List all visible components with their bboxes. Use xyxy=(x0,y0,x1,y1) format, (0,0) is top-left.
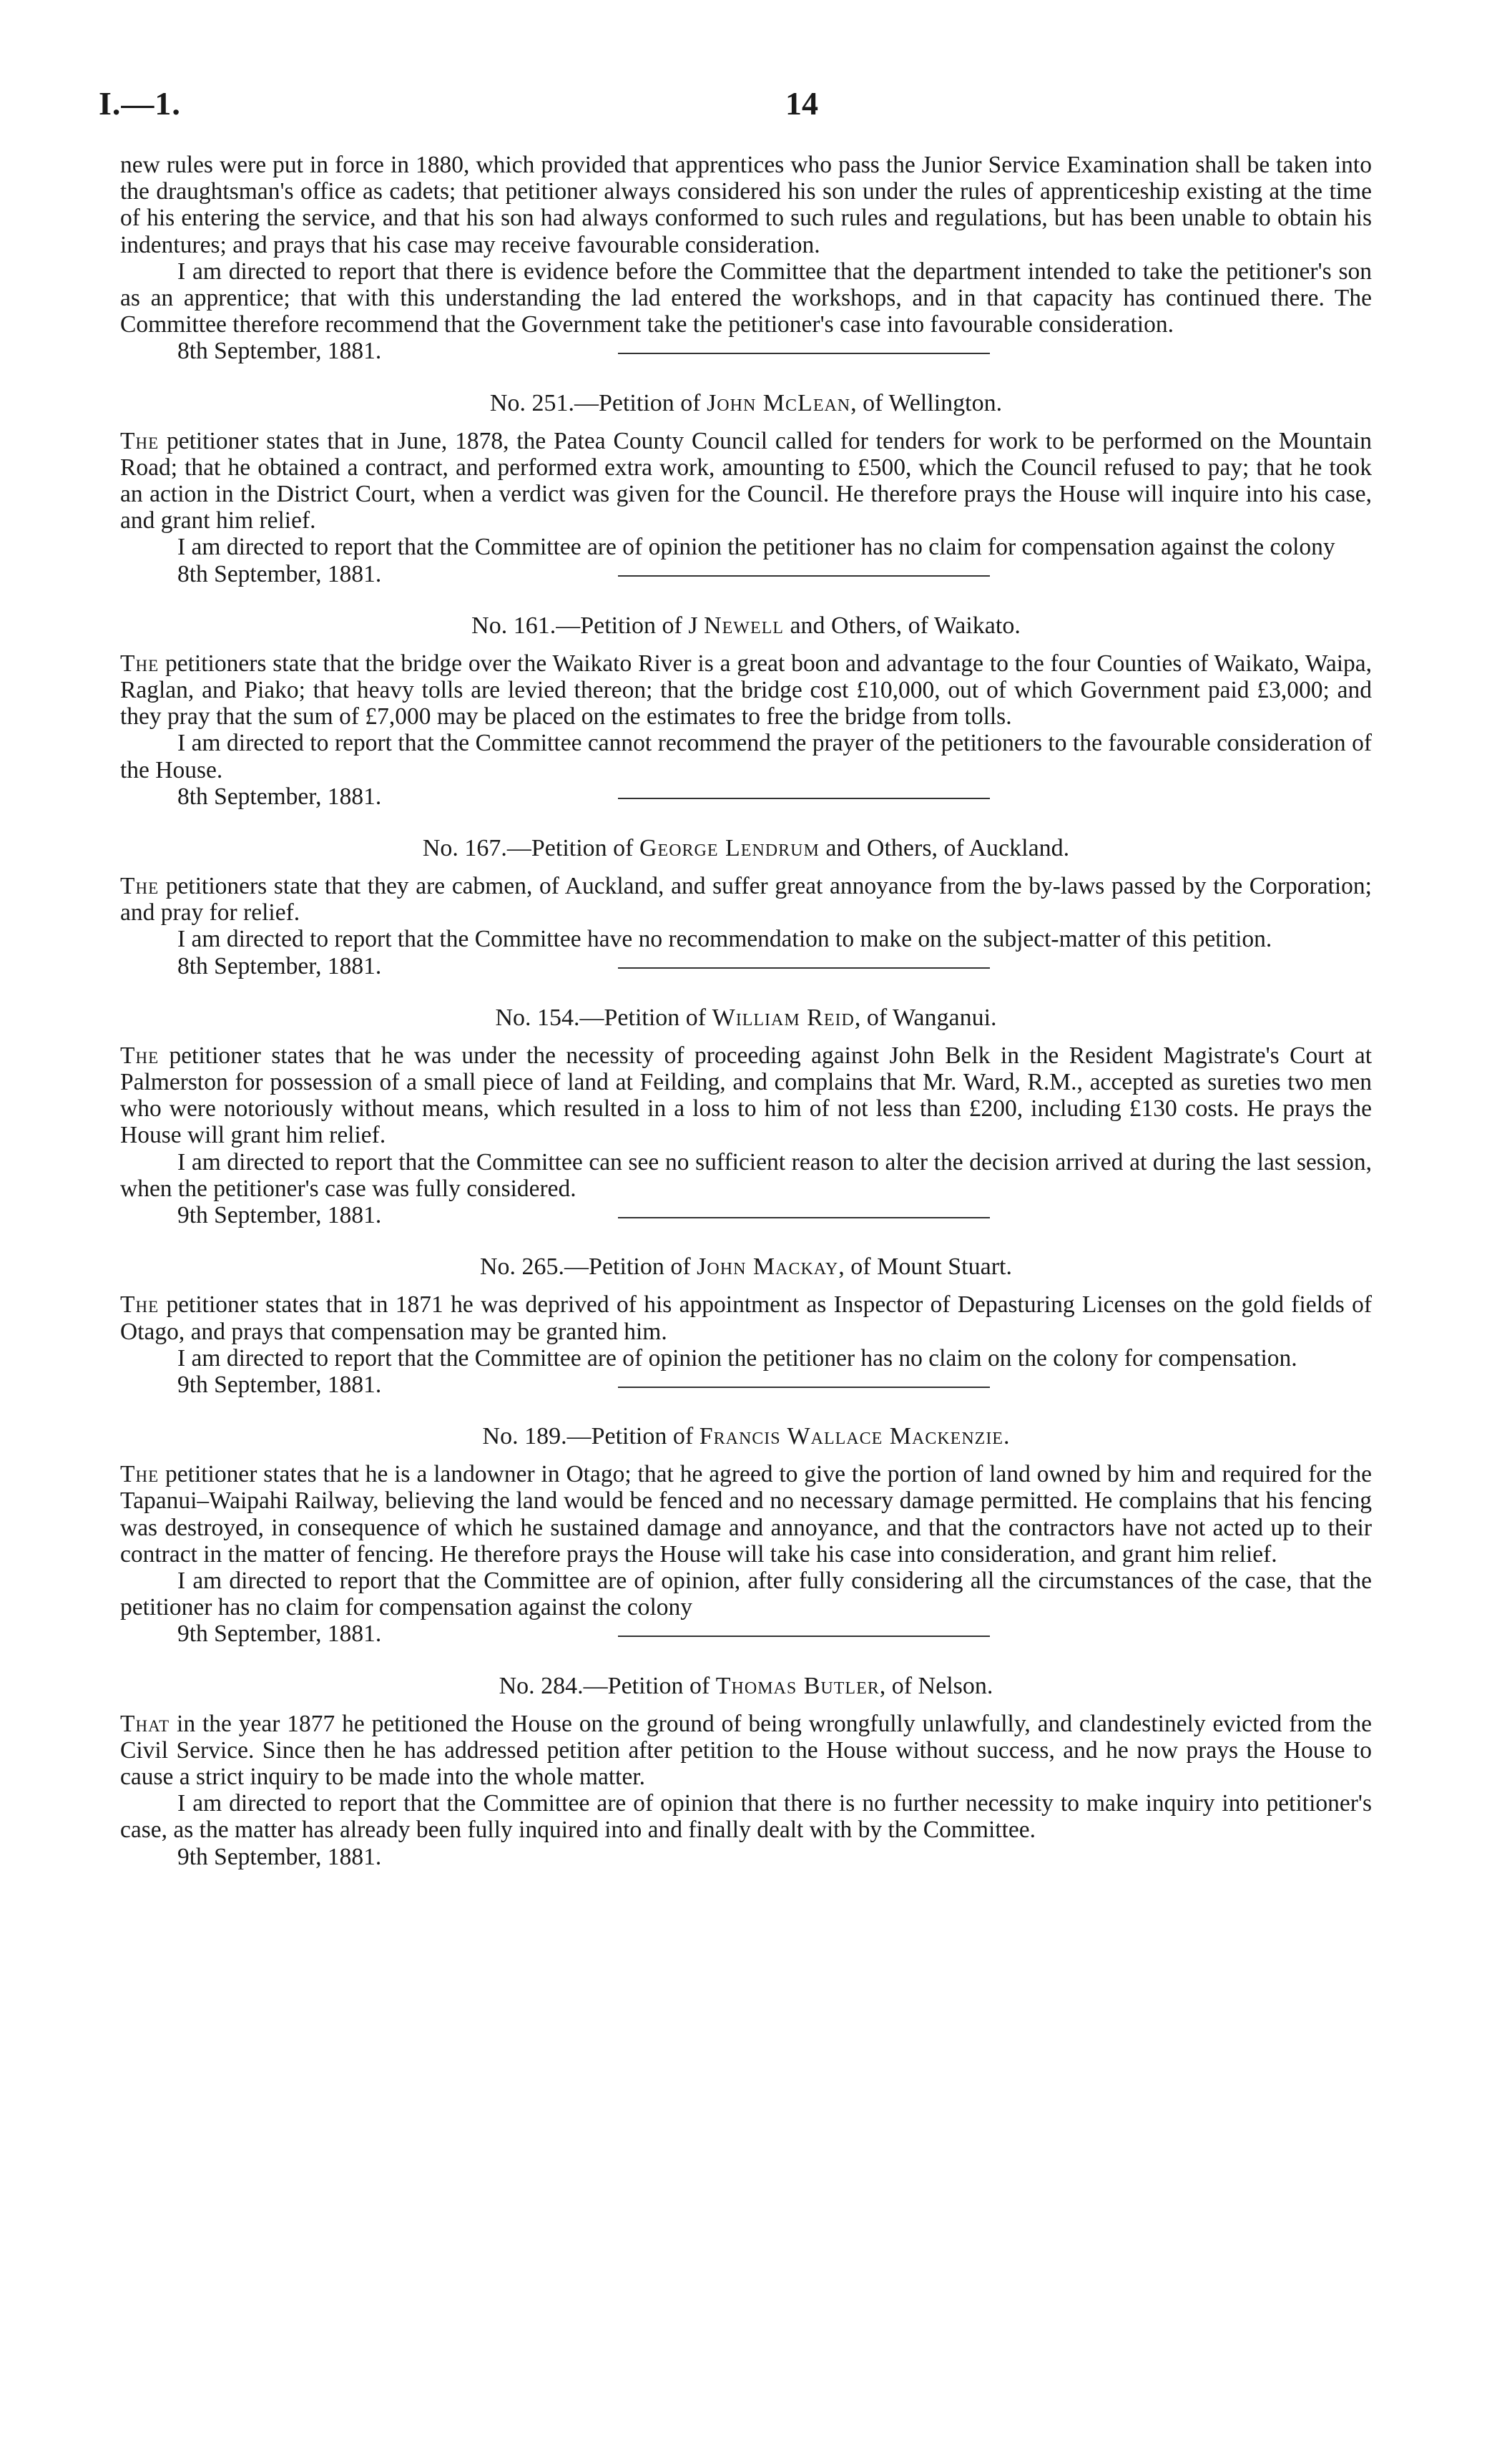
intro-paragraph: new rules were put in force in 1880, which provided that apprentices who pass the Junior Service Examination shall be taken into the draughtsman's office as cadets; that petitioner always considered his son under the rules of apprenticeship existing at the time of his entering the service, and that his son had always conformed to such rules and regulations, but has been unable to obtain his indentures; and prays that his case may receive favourable consideration. xyxy=(120,152,1372,258)
section-divider xyxy=(618,1636,990,1637)
petitioner-name: John Mackay xyxy=(697,1253,839,1281)
report-date: 9th September, 1881. xyxy=(177,1843,382,1870)
lead-word: The xyxy=(120,1461,159,1488)
petition-heading: No. 154.—Petition of William Reid, of Wanganui. xyxy=(495,1004,997,1031)
intro-signoff xyxy=(120,338,1372,364)
committee-report: I am directed to report that the Committee are of opinion that there is no further necessity to make inquiry into petitioner's case, as the matter has already been fully inquired into and finally dealt with by the Committee. xyxy=(120,1790,1372,1844)
committee-report: I am directed to report that the Committee are of opinion the petitioner has no claim on the colony for compensation. xyxy=(177,1344,1297,1372)
intro-report: I am directed to report that there is evidence before the Committee that the department intended to take the petitioner's son as an apprentice; that with this understanding the lad entered the workshops, and in that capacity has continued there. The Committee therefore recommend that the Government take the petitioner's case into favourable consideration. xyxy=(120,258,1372,338)
petition-heading: No. 265.—Petition of John Mackay, of Mount Stuart. xyxy=(480,1253,1012,1281)
section-divider xyxy=(618,1387,990,1388)
petition-section xyxy=(120,389,1372,587)
committee-report: I am directed to report that the Committee cannot recommend the prayer of the petitioners to the favourable consideration of the House. xyxy=(120,730,1372,783)
petition-signoff xyxy=(120,783,1372,810)
petition-section xyxy=(120,612,1372,810)
petitioner-name: John McLean xyxy=(707,389,851,416)
report-date: 8th September, 1881. xyxy=(177,783,382,810)
petition-signoff xyxy=(120,953,1372,979)
committee-report: I am directed to report that the Committee are of opinion, after fully considering all the circumstances of the case, that the petitioner has no claim for compensation against the colony xyxy=(120,1567,1372,1621)
petition-statement: The petitioner states that in June, 1878, the Patea County Council called for tenders for work to be performed on the Mountain Road; that he obtained a contract, and performed extra work, amounting to £500, which the Council refused to pay; that he took an action in the District Court, when a verdict was given for the Council. He therefore prays the House will inquire into his case, and grant him relief. xyxy=(120,427,1372,534)
report-date: 9th September, 1881. xyxy=(177,1620,382,1648)
report-date: 8th September, 1881. xyxy=(177,952,382,979)
petition-section xyxy=(120,1004,1372,1228)
section-divider xyxy=(618,575,990,577)
document-body xyxy=(120,152,1372,1874)
report-date: 8th September, 1881. xyxy=(177,560,382,587)
petition-signoff xyxy=(120,1372,1372,1398)
petition-signoff xyxy=(120,1844,1372,1870)
committee-report: I am directed to report that the Committee can see no sufficient reason to alter the decision arrived at during the last session, when the petitioner's case was fully considered. xyxy=(120,1148,1372,1202)
petitioner-name: Newell xyxy=(704,612,784,639)
petition-signoff xyxy=(120,1202,1372,1228)
petition-heading: No. 284.—Petition of Thomas Butler, of Nelson. xyxy=(499,1672,993,1699)
petitioner-name: George Lendrum xyxy=(639,835,820,862)
lead-word: The xyxy=(120,1291,159,1319)
petition-statement: The petitioners state that they are cabmen, of Auckland, and suffer great annoyance from the by-laws passed by the Corporation; and pray for relief. xyxy=(120,873,1372,927)
intro-section xyxy=(120,152,1372,365)
petition-heading: No. 167.—Petition of George Lendrum and Others, of Auckland. xyxy=(422,835,1070,862)
lead-word: The xyxy=(120,650,159,677)
committee-report: I am directed to report that the Committee have no recommendation to make on the subject-matter of this petition. xyxy=(177,926,1272,953)
petition-heading: No. 161.—Petition of J Newell and Others, of Waikato. xyxy=(471,612,1021,639)
petition-statement: That in the year 1877 he petitioned the House on the ground of being wrongfully unlawfully, and clandestinely evicted from the Civil Service. Since then he has addressed petition after petition to the House without success, and he now prays the House to cause a strict inquiry to be made into the whole matter. xyxy=(120,1710,1372,1790)
petition-section xyxy=(120,1422,1372,1647)
page-reference: I.—1. xyxy=(99,85,181,122)
petition-section xyxy=(120,1672,1372,1870)
petitioner-name: Francis Wallace Mackenzie xyxy=(699,1423,1003,1450)
petitioner-name: William Reid xyxy=(712,1004,855,1031)
section-divider xyxy=(618,967,990,969)
lead-word: The xyxy=(120,873,159,900)
lead-word: The xyxy=(120,427,159,454)
petition-statement: The petitioner states that he is a landowner in Otago; that he agreed to give the portion of land owned by him and required for the Tapanui–Waipahi Railway, believing the land would be fenced and no necessary damage permitted. He complains that his fencing was destroyed, in consequence of which he sustained damage and annoyance, and that the contractors have not acted up to their contract in the matter of fencing. He therefore prays the House will take his case into consideration, and grant him relief. xyxy=(120,1461,1372,1568)
section-divider xyxy=(618,798,990,799)
petition-signoff xyxy=(120,561,1372,587)
petition-statement: The petitioner states that in 1871 he was deprived of his appointment as Inspector of Depasturing Licenses on the gold fields of Otago, and prays that compensation may be granted him. xyxy=(120,1291,1372,1345)
petition-section xyxy=(120,1253,1372,1398)
report-date: 9th September, 1881. xyxy=(177,1371,382,1398)
page-header xyxy=(99,84,1386,127)
petition-heading: No. 251.—Petition of John McLean, of Wellington. xyxy=(489,389,1003,416)
petition-statement: The petitioners state that the bridge over the Waikato River is a great boon and advantage to the four Counties of Waikato, Waipa, Raglan, and Piako; that heavy tolls are levied thereon; that the bridge cost £10,000, out of which Government paid £3,000; and they pray that the sum of £7,000 may be placed on the estimates to free the bridge from tolls. xyxy=(120,650,1372,730)
section-divider xyxy=(618,353,990,354)
lead-word: That xyxy=(120,1710,170,1737)
petition-signoff xyxy=(120,1620,1372,1647)
committee-report: I am directed to report that the Committee are of opinion the petitioner has no claim for compensation against the colony xyxy=(177,534,1335,561)
report-date: 9th September, 1881. xyxy=(177,1202,382,1229)
lead-word: The xyxy=(120,1042,159,1069)
intro-date: 8th September, 1881. xyxy=(177,338,382,365)
petitioner-name: Thomas Butler xyxy=(715,1672,880,1699)
petition-heading: No. 189.—Petition of Francis Wallace Mackenzie. xyxy=(482,1423,1010,1450)
section-divider xyxy=(618,1217,990,1218)
petition-statement: The petitioner states that he was under the necessity of proceeding against John Belk in the Resident Magistrate's Court at Palmerston for possession of a small piece of land at Feilding, and complains that Mr. Ward, R.M., accepted as sureties two men who were notoriously without means, which resulted in a loss to him of not less than £200, including £130 costs. He prays the House will grant him relief. xyxy=(120,1042,1372,1149)
petition-section xyxy=(120,834,1372,979)
page-number: 14 xyxy=(785,85,818,122)
